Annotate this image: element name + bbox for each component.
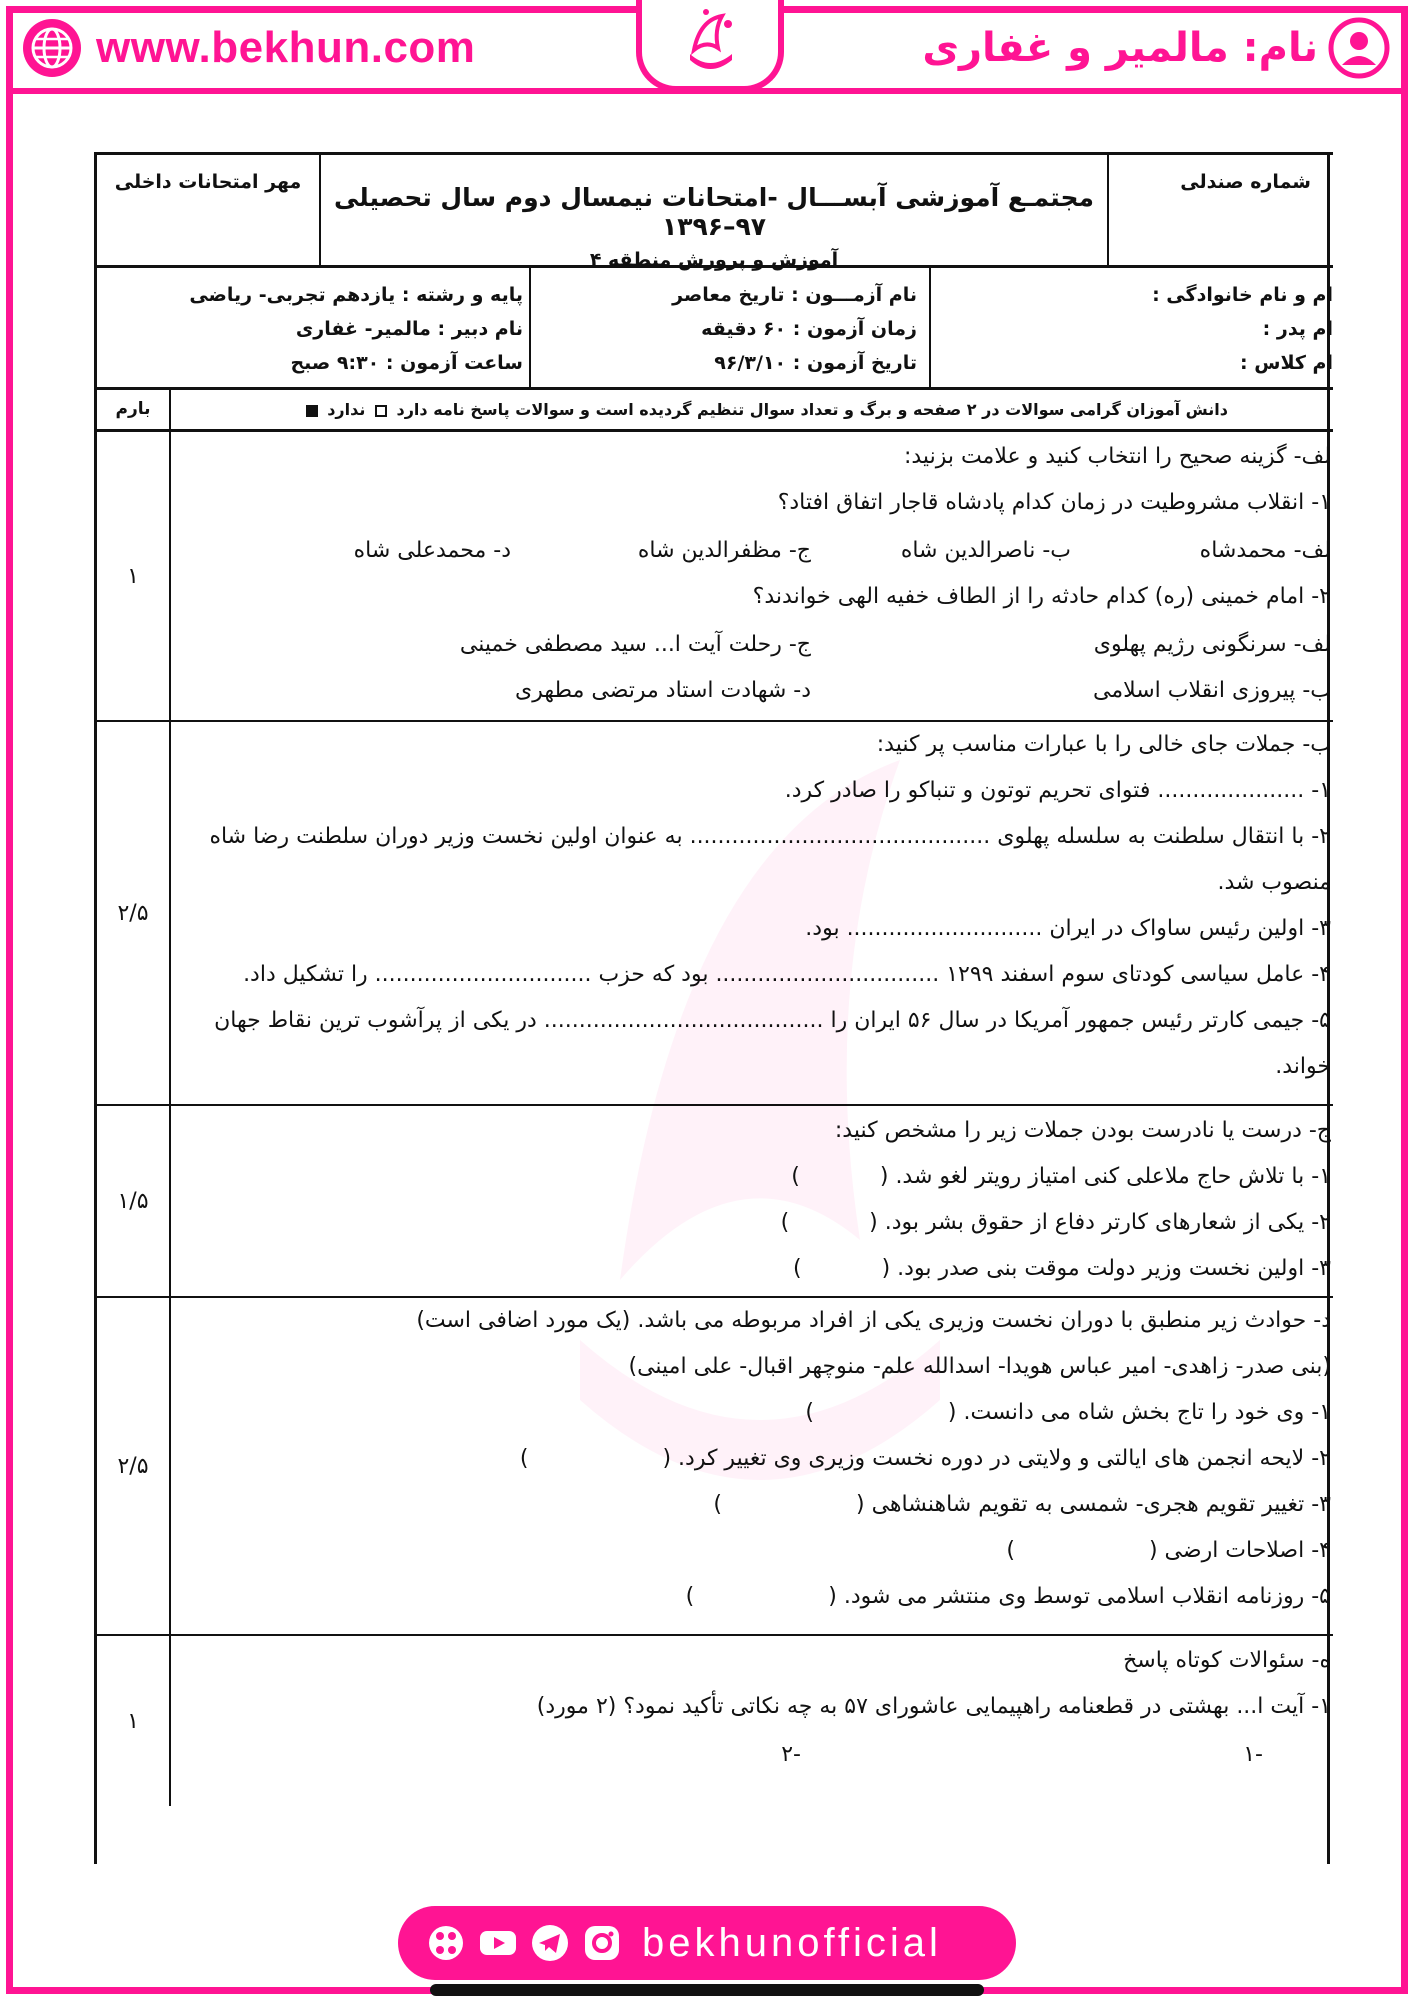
option-a1-be[interactable]: ب- ناصرالدین شاه [900,538,1071,563]
notice-text [171,390,1333,429]
has-answer-checkbox[interactable] [375,405,387,417]
true-false-2: ۲- یکی از شعارهای کارتر دفاع از حقوق بشر بود. ( ) [780,1210,1331,1235]
option-a2-alef[interactable]: لف- سرنگونی رژیم پهلوی [1093,632,1331,657]
blank-question-4: ۴- عامل سیاسی کودتای سوم اسفند ۱۲۹۹ ................................ بود که حزب ............................... را تشکیل داد. [243,962,1331,987]
matching-item-2: ۲- لایحه انجمن های ایالتی و ولایتی در دوره نخست وزیری وی تغییر کرد. ( ) [519,1446,1331,1471]
section-d-body [171,1298,1333,1634]
section-a-body [171,432,1333,720]
section-e-body [171,1636,1333,1864]
true-false-3-text: ۳- اولین نخست وزیر دولت موقت بنی صدر بود. [897,1256,1331,1281]
site-url-link[interactable] [22,18,475,78]
father-name-label: ام پدر : [1262,318,1333,340]
duration-value: ۶۰ دقیقه [701,318,787,340]
notice-row [97,390,1333,432]
section-b-heading: ب- جملات جای خالی را با عبارات مناسب پر کنید: [876,732,1331,757]
duration-label: زمان آزمون : [792,318,917,340]
section-c-score: ۱/۵ [97,1106,171,1296]
section-e-score: ۱ [97,1636,171,1806]
user-icon [1328,17,1390,79]
matching-names-list: (بنی صدر- زاهدی- امیر عباس هویدا- اسدالله علم- منوچهر اقبال- علی امینی) [628,1354,1331,1379]
student-name-label: ام و نام خانوادگی : [1152,284,1333,306]
matching-item-1: ۱- وی خود را تاج بخش شاه می دانست. ( ) [805,1400,1331,1425]
social-footer [398,1906,1016,1980]
date-label: تاریخ آزمون : [792,352,917,374]
section-d-score: ۲/۵ [97,1298,171,1634]
section-a-heading: لف- گزینه صحیح را انتخاب کنید و علامت بزنید: [903,444,1331,469]
section-matching [97,1298,1333,1636]
answer-line-1: -۱ [1243,1742,1263,1767]
name-header [922,16,1390,80]
section-e-heading: ه- سئوالات کوتاه پاسخ [1123,1648,1331,1673]
true-false-1: ۱- با تلاش حاج ملاعلی کنی امتیاز رویتر لغو شد. ( ) [791,1164,1331,1189]
exam-info-column [529,268,931,387]
matching-item-5: ۵- روزنامه انقلاب اسلامی توسط وی منتشر می شود. ( ) [685,1584,1331,1609]
option-a2-be[interactable]: ب- پیروزی انقلاب اسلامی [1093,678,1331,703]
section-b-body [171,722,1333,1104]
no-answer-checkbox[interactable] [306,405,318,417]
site-url-text: www.bekhun.com [96,23,476,72]
option-a2-dal[interactable]: د- شهادت استاد مرتضی مطهری [515,678,811,703]
exam-sheet [94,152,1333,1864]
stamp-label: مهر امتحانات داخلی [97,155,321,268]
logo-tab [636,0,784,92]
exam-subtitle: آموزش و پرورش منطقه ۴ [589,249,839,271]
matching-item-5-text: ۵- روزنامه انقلاب اسلامی توسط وی منتشر می شود. [843,1584,1331,1609]
score-header: بارم [97,390,171,429]
true-false-2-text: ۲- یکی از شعارهای کارتر دفاع از حقوق بشر بود. [884,1210,1331,1235]
option-a1-dal[interactable]: د- محمدعلی شاه [353,538,511,563]
exam-name-label: نام آزمـــون : [791,284,917,306]
matching-item-3: ۳- تغییر تقویم هجری- شمسی به تقویم شاهنشاهی ( ) [713,1492,1331,1517]
blank-question-5: ۵- جیمی کارتر رئیس جمهور آمریکا در سال ۵۶ ایران را ........................................ در یکی از پرآشوب ترین نقاط جهان [214,1008,1331,1033]
seat-number-label: شماره صندلی [1107,155,1333,268]
option-a1-jim[interactable]: ج- مظفرالدین شاه [637,538,811,563]
social-handle[interactable]: bekhunofficial [642,1920,942,1965]
blank-question-5-cont: خواند. [1275,1054,1331,1079]
short-answer-question-1: ۱- آیت ا... بهشتی در قطعنامه راهپیمایی عاشورای ۵۷ به چه نکاتی تأکید نمود؟ (۲ مورد) [536,1694,1331,1719]
student-info [97,268,1333,390]
telegram-icon[interactable] [530,1923,570,1963]
blank-question-3: ۳- اولین رئیس ساواک در ایران ............................ بود. [805,916,1331,941]
section-a-score: ۱ [97,432,171,720]
time-label: ساعت آزمون : [385,352,523,374]
no-answer-label: ندارد [327,400,366,419]
name-label: نام: مالمیر و غفاری [922,25,1318,71]
blank-question-2-cont: منصوب شد. [1217,870,1331,895]
grade-value: یازدهم تجربی- ریاضی [189,284,396,306]
blank-question-2: ۲- با انتقال سلطنت به سلسله پهلوی ........................................... به عنوان اولین نخست وزیر دوران سلطنت رضا شاه [209,824,1331,849]
exam-title-block [321,155,1107,271]
section-short-answer [97,1636,1333,1864]
teacher-value: مالمیر- غفاری [295,318,431,340]
class-label: ام کلاس : [1240,352,1333,374]
section-fill-blanks [97,722,1333,1106]
youtube-icon[interactable] [478,1923,518,1963]
option-a1-alef[interactable]: لف- محمدشاه [1199,538,1331,563]
date-value: ۹۶/۳/۱۰ [714,352,787,374]
matching-item-4: ۴- اصلاحات ارضی ( ) [1006,1538,1331,1563]
footer-shadow [430,1984,984,1996]
matching-item-2-text: ۲- لایحه انجمن های ایالتی و ولایتی در دوره نخست وزیری وی تغییر کرد. [678,1446,1331,1471]
exam-header [97,152,1333,271]
section-d-heading: د- حوادث زیر منطبق با دوران نخست وزیری یکی از افراد مربوطه می باشد. (یک مورد اضافی است) [416,1308,1331,1333]
true-false-1-text: ۱- با تلاش حاج ملاعلی کنی امتیاز رویتر لغو شد. [895,1164,1331,1189]
matching-item-3-text: ۳- تغییر تقویم هجری- شمسی به تقویم شاهنشاهی [871,1492,1331,1517]
section-b-score: ۲/۵ [97,722,171,1104]
notice-message: دانش آموزان گرامی سوالات در ۲ صفحه و برگ و تعداد سوال تنظیم گردیده است و سوالات پاسخ نامه دارد [396,400,1228,419]
exam-title: مجتمـع آموزشی آبســـال -امتحانات نیمسال دوم سال تحصیلی ۹۷–۱۳۹۶ [333,183,1094,241]
section-c-body [171,1106,1333,1296]
true-false-3: ۳- اولین نخست وزیر دولت موقت بنی صدر بود. ( ) [793,1256,1331,1281]
bekhun-logo-icon [670,4,750,82]
section-c-heading: ج- درست یا نادرست بودن جملات زیر را مشخص کنید: [834,1118,1331,1143]
class-info-column [97,268,529,387]
matching-item-1-text: ۱- وی خود را تاج بخش شاه می دانست. [963,1400,1331,1425]
option-a2-jim[interactable]: ج- رحلت آیت ا... سید مصطفی خمینی [459,632,811,657]
question-a1: ۱- انقلاب مشروطیت در زمان کدام پادشاه قاجار اتفاق افتاد؟ [777,490,1331,515]
question-a2: ۲- امام خمینی (ره) کدام حادثه را از الطاف خفیه الهی خواندند؟ [752,584,1331,609]
section-true-false [97,1106,1333,1298]
time-value: ۹:۳۰ صبح [290,352,380,374]
aparat-icon[interactable] [426,1923,466,1963]
teacher-label: نام دبیر : [437,318,523,340]
student-info-column [931,268,1333,387]
instagram-icon[interactable] [582,1923,622,1963]
blank-question-1: ۱- ..................... فتوای تحریم توتون و تنباکو را صادر کرد. [784,778,1331,803]
grade-label: پایه و رشته : [401,284,523,306]
globe-icon [22,18,82,78]
section-multiple-choice [97,432,1333,722]
matching-item-4-text: ۴- اصلاحات ارضی [1164,1538,1331,1563]
exam-name-value: تاریخ معاصر [672,284,785,306]
answer-line-2: -۲ [781,1742,801,1767]
